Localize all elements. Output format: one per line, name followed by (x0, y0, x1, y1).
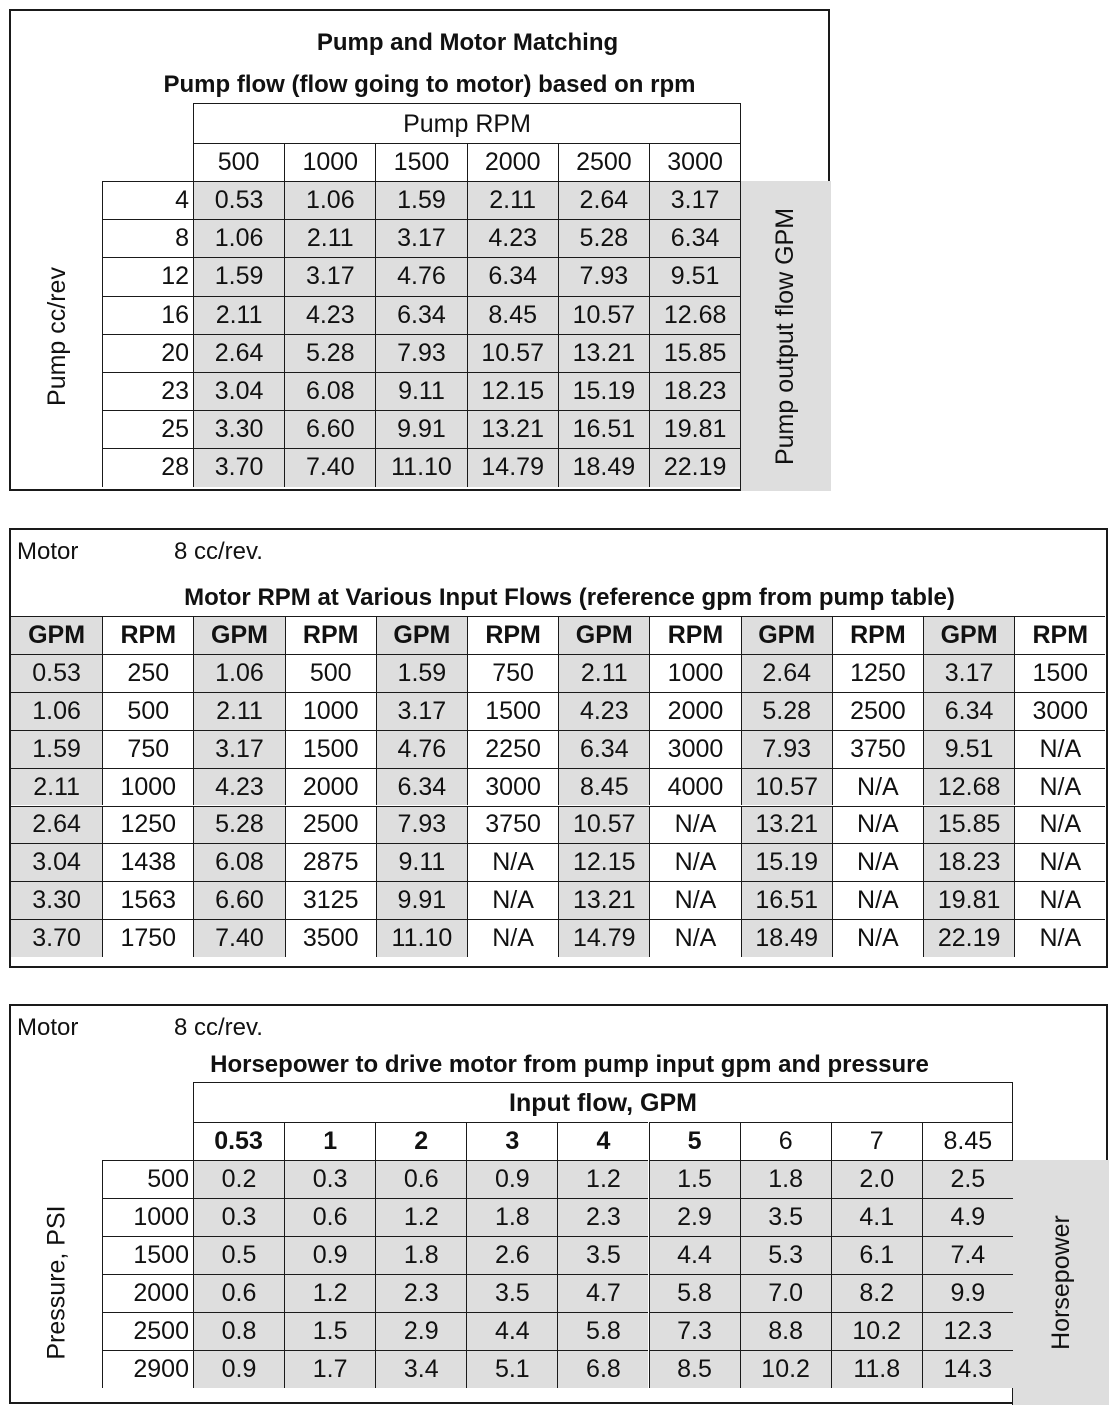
motor-gpm-cell: 7.40 (193, 919, 284, 957)
pump-rpm-header: 1500 (375, 143, 466, 181)
motor-gpm-cell: 5.28 (741, 692, 832, 730)
hp-flow-header: 0.53 (193, 1122, 284, 1160)
motor-rpm-cell: N/A (832, 806, 923, 844)
motor-rpm-cell: 2250 (467, 730, 558, 768)
motor-rpm-cell: N/A (649, 881, 740, 919)
motor-gpm-cell: 2.11 (558, 654, 649, 692)
pump-flow-cell: 7.93 (558, 257, 649, 295)
hp-value-cell: 1.2 (557, 1160, 648, 1198)
motor-gpm-cell: 3.17 (923, 654, 1014, 692)
motor-rpm-title: Motor RPM at Various Input Flows (reference gpm from pump table) (184, 584, 955, 611)
motor-rpm-cell: 1563 (102, 881, 193, 919)
hp-flow-header: 1 (284, 1122, 375, 1160)
horsepower-label: Horsepower (1012, 1160, 1109, 1405)
pump-flow-cell: 2.64 (558, 181, 649, 219)
motor-rpm-cell: N/A (1014, 881, 1105, 919)
motor-gpm-cell: 6.34 (558, 730, 649, 768)
motor-header-rpm: RPM (649, 616, 740, 654)
motor-gpm-cell: 3.70 (11, 919, 102, 957)
pump-flow-cell: 3.17 (649, 181, 740, 219)
motor-gpm-cell: 11.10 (376, 919, 467, 957)
motor-gpm-cell: 10.57 (741, 768, 832, 806)
motor-rpm-cell: 2000 (649, 692, 740, 730)
motor-header-gpm: GPM (193, 616, 284, 654)
motor-gpm-cell: 7.93 (376, 806, 467, 844)
motor-rpm-cell: N/A (832, 919, 923, 957)
hp-value-cell: 12.3 (922, 1312, 1013, 1350)
hp-value-cell: 11.8 (831, 1350, 922, 1388)
motor-gpm-cell: 2.64 (741, 654, 832, 692)
motor-rpm-cell: 4000 (649, 768, 740, 806)
pump-flow-cell: 2.11 (193, 296, 284, 334)
motor-gpm-cell: 3.04 (11, 843, 102, 881)
hp-value-cell: 0.5 (193, 1236, 284, 1274)
hp-value-cell: 0.9 (466, 1160, 557, 1198)
motor-gpm-cell: 6.34 (923, 692, 1014, 730)
motor-rpm-cell: 1438 (102, 843, 193, 881)
pump-flow-cell: 5.28 (558, 219, 649, 257)
hp-flow-header: 4 (557, 1122, 648, 1160)
hp-value-cell: 0.6 (284, 1198, 375, 1236)
motor-gpm-cell: 6.08 (193, 843, 284, 881)
motor-rpm-cell: 3000 (467, 768, 558, 806)
hp-value-cell: 2.3 (557, 1198, 648, 1236)
hp-value-cell: 7.4 (922, 1236, 1013, 1274)
hp-value-cell: 5.8 (649, 1274, 740, 1312)
motor-size: 8 cc/rev. (174, 538, 263, 565)
motor-header-gpm: GPM (741, 616, 832, 654)
pump-cc-value: 16 (102, 296, 193, 334)
hp-motor-size: 8 cc/rev. (174, 1014, 263, 1041)
pump-flow-cell: 3.04 (193, 372, 284, 410)
hp-value-cell: 3.5 (557, 1236, 648, 1274)
pump-table-title: Pump and Motor Matching (316, 29, 619, 56)
pump-flow-cell: 2.11 (284, 219, 375, 257)
motor-gpm-cell: 6.34 (376, 768, 467, 806)
hp-value-cell: 2.3 (375, 1274, 466, 1312)
motor-header-gpm: GPM (376, 616, 467, 654)
pump-flow-cell: 10.57 (467, 334, 558, 372)
motor-gpm-cell: 18.49 (741, 919, 832, 957)
motor-rpm-cell: N/A (467, 843, 558, 881)
motor-rpm-cell: 1500 (467, 692, 558, 730)
hp-value-cell: 10.2 (831, 1312, 922, 1350)
hp-flow-header: 6 (740, 1122, 831, 1160)
motor-rpm-cell: N/A (649, 806, 740, 844)
hp-value-cell: 5.1 (466, 1350, 557, 1388)
motor-gpm-cell: 1.59 (11, 730, 102, 768)
motor-rpm-cell: 1500 (1014, 654, 1105, 692)
motor-rpm-cell: 750 (102, 730, 193, 768)
input-flow-label: Input flow, GPM (509, 1088, 697, 1117)
hp-value-cell: 1.8 (466, 1198, 557, 1236)
hp-pressure-value: 1500 (102, 1236, 193, 1274)
pump-flow-cell: 1.59 (375, 181, 466, 219)
hp-value-cell: 0.8 (193, 1312, 284, 1350)
motor-header-rpm: RPM (102, 616, 193, 654)
motor-gpm-cell: 1.06 (193, 654, 284, 692)
pump-rpm-header: 500 (193, 143, 284, 181)
hp-value-cell: 3.5 (466, 1274, 557, 1312)
horsepower-title: Horsepower to drive motor from pump input gpm and pressure (210, 1051, 929, 1078)
motor-rpm-cell: N/A (467, 881, 558, 919)
motor-gpm-cell: 15.85 (923, 806, 1014, 844)
motor-rpm-cell: 3750 (467, 806, 558, 844)
pump-flow-cell: 9.51 (649, 257, 740, 295)
hp-value-cell: 3.5 (740, 1198, 831, 1236)
hp-pressure-value: 500 (102, 1160, 193, 1198)
pump-flow-cell: 5.28 (284, 334, 375, 372)
pump-flow-cell: 10.57 (558, 296, 649, 334)
motor-rpm-cell: 1500 (285, 730, 376, 768)
motor-rpm-cell: N/A (649, 919, 740, 957)
pump-flow-cell: 12.68 (649, 296, 740, 334)
hp-flow-header: 5 (649, 1122, 740, 1160)
motor-rpm-cell: N/A (1014, 843, 1105, 881)
pump-flow-cell: 6.34 (375, 296, 466, 334)
hp-value-cell: 0.9 (193, 1350, 284, 1388)
motor-rpm-cell: 1000 (649, 654, 740, 692)
pump-flow-cell: 18.23 (649, 372, 740, 410)
hp-value-cell: 2.9 (375, 1312, 466, 1350)
pump-flow-cell: 15.85 (649, 334, 740, 372)
motor-gpm-cell: 2.11 (193, 692, 284, 730)
pump-flow-cell: 6.60 (284, 410, 375, 448)
motor-rpm-cell: 3000 (1014, 692, 1105, 730)
motor-gpm-cell: 14.79 (558, 919, 649, 957)
motor-gpm-cell: 0.53 (11, 654, 102, 692)
motor-gpm-cell: 13.21 (558, 881, 649, 919)
motor-rpm-cell: N/A (832, 881, 923, 919)
motor-gpm-cell: 22.19 (923, 919, 1014, 957)
pump-cc-value: 12 (102, 257, 193, 295)
pump-cc-value: 23 (102, 372, 193, 410)
hp-value-cell: 4.4 (649, 1236, 740, 1274)
motor-rpm-cell: N/A (467, 919, 558, 957)
motor-gpm-cell: 3.17 (193, 730, 284, 768)
pump-flow-cell: 3.70 (193, 448, 284, 486)
motor-gpm-cell: 2.11 (11, 768, 102, 806)
motor-gpm-cell: 4.23 (558, 692, 649, 730)
motor-rpm-cell: N/A (832, 843, 923, 881)
motor-label: Motor (17, 538, 79, 565)
pump-flow-cell: 11.10 (375, 448, 466, 486)
pump-flow-cell: 1.06 (284, 181, 375, 219)
motor-rpm-cell: 1000 (285, 692, 376, 730)
motor-gpm-cell: 6.60 (193, 881, 284, 919)
hp-value-cell: 4.7 (557, 1274, 648, 1312)
pump-flow-cell: 18.49 (558, 448, 649, 486)
hp-value-cell: 4.4 (466, 1312, 557, 1350)
motor-gpm-cell: 9.51 (923, 730, 1014, 768)
motor-gpm-cell: 9.11 (376, 843, 467, 881)
motor-rpm-cell: 2875 (285, 843, 376, 881)
motor-rpm-cell: 1250 (102, 806, 193, 844)
pump-cc-value: 20 (102, 334, 193, 372)
pump-flow-cell: 13.21 (467, 410, 558, 448)
pump-flow-cell: 2.64 (193, 334, 284, 372)
hp-value-cell: 0.2 (193, 1160, 284, 1198)
pump-rpm-header: 2500 (558, 143, 649, 181)
pump-cc-value: 4 (102, 181, 193, 219)
pump-table-subtitle: Pump flow (flow going to motor) based on rpm (163, 71, 696, 98)
hp-value-cell: 6.8 (557, 1350, 648, 1388)
hp-pressure-value: 1000 (102, 1198, 193, 1236)
pump-flow-cell: 3.30 (193, 410, 284, 448)
motor-gpm-cell: 13.21 (741, 806, 832, 844)
hp-value-cell: 2.9 (649, 1198, 740, 1236)
motor-gpm-cell: 4.76 (376, 730, 467, 768)
hp-value-cell: 2.0 (831, 1160, 922, 1198)
motor-header-gpm: GPM (923, 616, 1014, 654)
pump-flow-cell: 3.17 (284, 257, 375, 295)
hp-flow-header: 3 (466, 1122, 557, 1160)
motor-gpm-cell: 19.81 (923, 881, 1014, 919)
motor-header-gpm: GPM (558, 616, 649, 654)
hp-value-cell: 6.1 (831, 1236, 922, 1274)
motor-header-rpm: RPM (467, 616, 558, 654)
hp-value-cell: 8.8 (740, 1312, 831, 1350)
hp-value-cell: 1.8 (740, 1160, 831, 1198)
pump-cc-value: 25 (102, 410, 193, 448)
hp-flow-header: 7 (831, 1122, 922, 1160)
hp-value-cell: 3.4 (375, 1350, 466, 1388)
pump-flow-cell: 3.17 (375, 219, 466, 257)
motor-gpm-cell: 18.23 (923, 843, 1014, 881)
hp-pressure-value: 2000 (102, 1274, 193, 1312)
motor-gpm-cell: 1.06 (11, 692, 102, 730)
motor-rpm-table (9, 528, 1108, 968)
pump-flow-cell: 16.51 (558, 410, 649, 448)
motor-rpm-cell: N/A (1014, 768, 1105, 806)
hp-value-cell: 1.5 (284, 1312, 375, 1350)
motor-gpm-cell: 12.15 (558, 843, 649, 881)
motor-gpm-cell: 9.91 (376, 881, 467, 919)
motor-gpm-cell: 3.17 (376, 692, 467, 730)
hp-value-cell: 2.5 (922, 1160, 1013, 1198)
hp-value-cell: 0.6 (193, 1274, 284, 1312)
hp-pressure-value: 2500 (102, 1312, 193, 1350)
hp-value-cell: 10.2 (740, 1350, 831, 1388)
pump-flow-cell: 1.59 (193, 257, 284, 295)
motor-rpm-cell: 3750 (832, 730, 923, 768)
pump-flow-cell: 8.45 (467, 296, 558, 334)
hp-flow-header: 2 (375, 1122, 466, 1160)
hp-value-cell: 0.3 (193, 1198, 284, 1236)
hp-value-cell: 0.6 (375, 1160, 466, 1198)
motor-gpm-cell: 15.19 (741, 843, 832, 881)
pump-cc-rev-label: Pump cc/rev (42, 266, 71, 406)
motor-rpm-cell: 2500 (285, 806, 376, 844)
motor-header-rpm: RPM (832, 616, 923, 654)
pump-flow-cell: 15.19 (558, 372, 649, 410)
motor-rpm-cell: 500 (102, 692, 193, 730)
pump-flow-cell: 7.40 (284, 448, 375, 486)
pump-flow-cell: 4.23 (284, 296, 375, 334)
hp-value-cell: 8.5 (649, 1350, 740, 1388)
pump-flow-cell: 4.76 (375, 257, 466, 295)
motor-rpm-cell: N/A (1014, 806, 1105, 844)
motor-gpm-cell: 3.30 (11, 881, 102, 919)
motor-rpm-cell: 3500 (285, 919, 376, 957)
hp-value-cell: 1.5 (649, 1160, 740, 1198)
pump-rpm-label: Pump RPM (403, 109, 531, 138)
motor-rpm-cell: 1750 (102, 919, 193, 957)
hp-value-cell: 1.2 (284, 1274, 375, 1312)
hp-value-cell: 5.8 (557, 1312, 648, 1350)
motor-gpm-cell: 16.51 (741, 881, 832, 919)
hp-value-cell: 1.2 (375, 1198, 466, 1236)
motor-rpm-cell: N/A (1014, 919, 1105, 957)
horsepower-table (9, 1004, 1108, 1404)
hp-value-cell: 5.3 (740, 1236, 831, 1274)
hp-value-cell: 4.1 (831, 1198, 922, 1236)
motor-gpm-cell: 2.64 (11, 806, 102, 844)
motor-rpm-cell: N/A (649, 843, 740, 881)
motor-rpm-cell: 2000 (285, 768, 376, 806)
pump-flow-cell: 19.81 (649, 410, 740, 448)
hp-value-cell: 7.0 (740, 1274, 831, 1312)
pump-flow-cell: 2.11 (467, 181, 558, 219)
hp-value-cell: 0.9 (284, 1236, 375, 1274)
motor-gpm-cell: 1.59 (376, 654, 467, 692)
motor-rpm-cell: 1250 (832, 654, 923, 692)
pump-flow-cell: 14.79 (467, 448, 558, 486)
motor-rpm-cell: 1000 (102, 768, 193, 806)
hp-value-cell: 1.8 (375, 1236, 466, 1274)
pump-flow-cell: 6.34 (649, 219, 740, 257)
motor-gpm-cell: 10.57 (558, 806, 649, 844)
pump-rpm-header: 3000 (649, 143, 740, 181)
pump-flow-cell: 9.91 (375, 410, 466, 448)
motor-gpm-cell: 12.68 (923, 768, 1014, 806)
pump-cc-value: 8 (102, 219, 193, 257)
motor-rpm-cell: 3125 (285, 881, 376, 919)
pump-table (9, 9, 830, 491)
pump-flow-cell: 22.19 (649, 448, 740, 486)
motor-rpm-cell: 3000 (649, 730, 740, 768)
pump-cc-value: 28 (102, 448, 193, 486)
hp-motor-label: Motor (17, 1014, 79, 1041)
hp-value-cell: 7.3 (649, 1312, 740, 1350)
motor-header-rpm: RPM (1014, 616, 1105, 654)
pump-output-flow-label: Pump output flow GPM (740, 181, 831, 491)
motor-rpm-cell: 500 (285, 654, 376, 692)
hp-value-cell: 1.7 (284, 1350, 375, 1388)
pump-flow-cell: 9.11 (375, 372, 466, 410)
pump-flow-cell: 0.53 (193, 181, 284, 219)
motor-rpm-cell: 250 (102, 654, 193, 692)
pump-flow-cell: 12.15 (467, 372, 558, 410)
pump-flow-cell: 13.21 (558, 334, 649, 372)
motor-gpm-cell: 8.45 (558, 768, 649, 806)
motor-header-rpm: RPM (285, 616, 376, 654)
pump-flow-cell: 6.34 (467, 257, 558, 295)
pressure-psi-label: Pressure, PSI (42, 1205, 71, 1360)
motor-gpm-cell: 7.93 (741, 730, 832, 768)
hp-value-cell: 9.9 (922, 1274, 1013, 1312)
motor-rpm-cell: 2500 (832, 692, 923, 730)
hp-value-cell: 2.6 (466, 1236, 557, 1274)
pump-rpm-header: 2000 (467, 143, 558, 181)
pump-flow-cell: 1.06 (193, 219, 284, 257)
pump-flow-cell: 7.93 (375, 334, 466, 372)
motor-gpm-cell: 4.23 (193, 768, 284, 806)
hp-value-cell: 4.9 (922, 1198, 1013, 1236)
motor-rpm-cell: N/A (832, 768, 923, 806)
hp-value-cell: 0.3 (284, 1160, 375, 1198)
hp-flow-header: 8.45 (922, 1122, 1013, 1160)
hp-pressure-value: 2900 (102, 1350, 193, 1388)
motor-rpm-cell: N/A (1014, 730, 1105, 768)
pump-flow-cell: 6.08 (284, 372, 375, 410)
pump-rpm-header: 1000 (284, 143, 375, 181)
motor-rpm-cell: 750 (467, 654, 558, 692)
hp-value-cell: 8.2 (831, 1274, 922, 1312)
motor-gpm-cell: 5.28 (193, 806, 284, 844)
motor-header-gpm: GPM (11, 616, 102, 654)
hp-value-cell: 14.3 (922, 1350, 1013, 1388)
pump-flow-cell: 4.23 (467, 219, 558, 257)
